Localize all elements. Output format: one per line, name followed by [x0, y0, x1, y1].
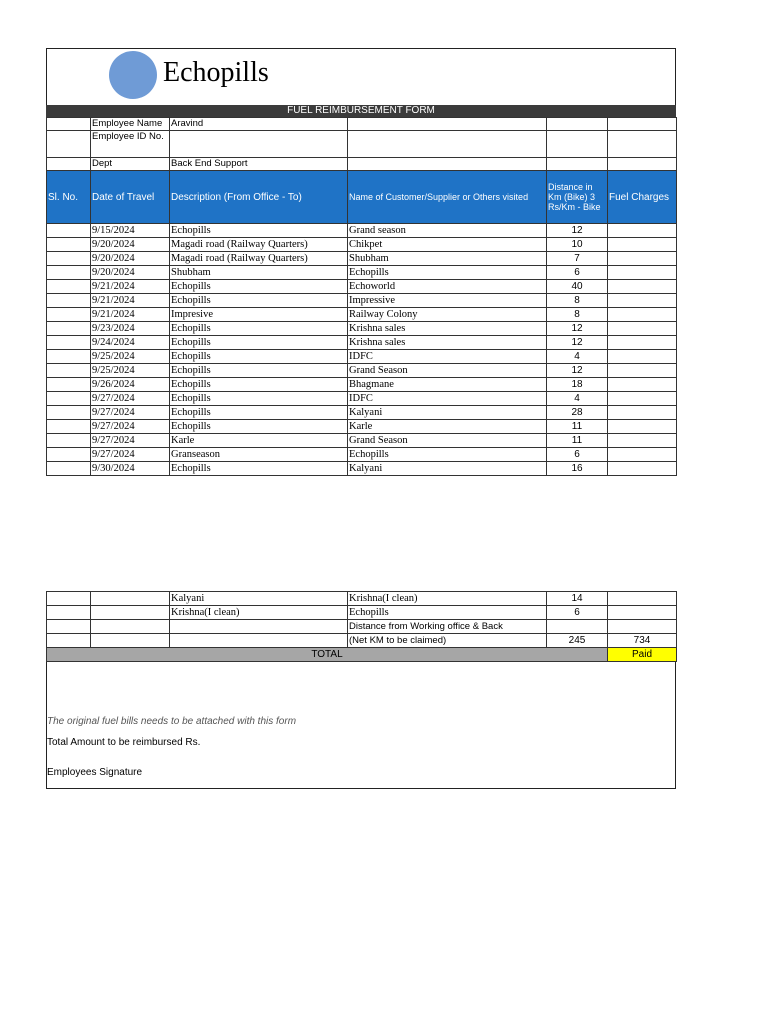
fuel-cell[interactable] — [608, 350, 677, 364]
date-cell[interactable]: 9/20/2024 — [91, 266, 170, 280]
to-cell[interactable]: Karle — [348, 420, 547, 434]
table-row — [47, 266, 677, 280]
table-row — [47, 294, 677, 308]
date-cell[interactable]: 9/20/2024 — [91, 238, 170, 252]
date-cell[interactable]: 9/27/2024 — [91, 420, 170, 434]
lower-table — [46, 591, 677, 662]
distance-cell[interactable] — [547, 620, 608, 634]
table-row — [47, 620, 677, 634]
sl-cell[interactable] — [47, 294, 91, 308]
date-cell[interactable] — [91, 634, 170, 648]
distance-cell[interactable]: 6 — [547, 266, 608, 280]
table-row — [47, 606, 677, 620]
fuel-cell[interactable] — [608, 462, 677, 476]
sl-cell[interactable] — [47, 434, 91, 448]
total-label: TOTAL — [47, 648, 608, 662]
table-row — [47, 406, 677, 420]
employee-id-label: Employee ID No. — [91, 131, 170, 158]
fuel-cell[interactable] — [608, 308, 677, 322]
blank-cell — [47, 118, 91, 131]
date-cell[interactable] — [91, 620, 170, 634]
distance-cell[interactable]: 16 — [547, 462, 608, 476]
to-cell[interactable]: Kalyani — [348, 406, 547, 420]
date-cell[interactable]: 9/24/2024 — [91, 336, 170, 350]
fuel-cell[interactable] — [608, 322, 677, 336]
fuel-cell[interactable]: 734 — [608, 634, 677, 648]
table-row — [47, 634, 677, 648]
date-cell[interactable]: 9/27/2024 — [91, 392, 170, 406]
distance-cell[interactable]: 10 — [547, 238, 608, 252]
employee-name-label: Employee Name — [91, 118, 170, 131]
sl-cell[interactable] — [47, 322, 91, 336]
from-cell[interactable]: Krishna(I clean) — [170, 606, 348, 620]
to-cell[interactable]: IDFC — [348, 392, 547, 406]
distance-cell[interactable]: 6 — [547, 606, 608, 620]
to-cell[interactable]: Echopills — [348, 266, 547, 280]
distance-cell[interactable]: 8 — [547, 308, 608, 322]
from-cell[interactable] — [170, 634, 348, 648]
distance-cell[interactable]: 11 — [547, 420, 608, 434]
sl-cell[interactable] — [47, 350, 91, 364]
company-logo-icon — [109, 51, 157, 99]
sl-cell[interactable] — [47, 448, 91, 462]
from-cell[interactable]: Echopills — [170, 406, 348, 420]
to-cell[interactable]: Kalyani — [348, 462, 547, 476]
date-cell[interactable]: 9/27/2024 — [91, 406, 170, 420]
distance-cell[interactable]: 4 — [547, 392, 608, 406]
distance-cell[interactable]: 7 — [547, 252, 608, 266]
to-cell[interactable]: Echoworld — [348, 280, 547, 294]
distance-cell[interactable]: 40 — [547, 280, 608, 294]
sl-cell[interactable] — [47, 224, 91, 238]
travel-rows — [47, 224, 677, 476]
date-cell[interactable] — [91, 592, 170, 606]
fuel-cell[interactable] — [608, 592, 677, 606]
to-cell[interactable]: Grand Season — [348, 364, 547, 378]
table-row — [47, 378, 677, 392]
to-cell[interactable]: Impressive — [348, 294, 547, 308]
to-cell[interactable]: Krishna sales — [348, 322, 547, 336]
distance-cell[interactable]: 4 — [547, 350, 608, 364]
sl-cell[interactable] — [47, 364, 91, 378]
from-cell[interactable]: Kalyani — [170, 592, 348, 606]
sl-cell[interactable] — [47, 238, 91, 252]
from-cell[interactable]: Echopills — [170, 364, 348, 378]
date-cell[interactable] — [91, 606, 170, 620]
table-row — [47, 434, 677, 448]
sl-cell[interactable] — [47, 308, 91, 322]
sl-cell[interactable] — [47, 620, 91, 634]
signature-label: Employees Signature — [47, 767, 143, 778]
col-distance-header: Distance in Km (Bike) 3 Rs/Km - Bike — [547, 171, 608, 224]
fuel-cell[interactable] — [608, 420, 677, 434]
sl-cell[interactable] — [47, 252, 91, 266]
sl-cell[interactable] — [47, 378, 91, 392]
lower-section — [46, 591, 677, 662]
table-row — [47, 592, 677, 606]
table-row — [47, 350, 677, 364]
table-row — [47, 364, 677, 378]
table-row — [47, 462, 677, 476]
distance-cell[interactable]: 11 — [547, 434, 608, 448]
to-cell[interactable]: Grand Season — [348, 434, 547, 448]
fuel-cell[interactable] — [608, 620, 677, 634]
distance-cell[interactable]: 12 — [547, 364, 608, 378]
table-row — [47, 420, 677, 434]
fuel-cell[interactable] — [608, 252, 677, 266]
from-cell[interactable]: Echopills — [170, 420, 348, 434]
date-cell[interactable]: 9/21/2024 — [91, 294, 170, 308]
distance-cell[interactable]: 12 — [547, 224, 608, 238]
table-row — [47, 280, 677, 294]
distance-cell[interactable]: 12 — [547, 322, 608, 336]
distance-cell[interactable]: 245 — [547, 634, 608, 648]
table-row — [47, 336, 677, 350]
from-cell[interactable]: Granseason — [170, 448, 348, 462]
total-amount-label: Total Amount to be reimbursed Rs. — [47, 737, 201, 748]
table-row — [47, 392, 677, 406]
table-row — [47, 322, 677, 336]
to-cell[interactable]: Chikpet — [348, 238, 547, 252]
from-cell[interactable]: Echopills — [170, 350, 348, 364]
fuel-cell[interactable] — [608, 392, 677, 406]
fuel-cell[interactable] — [608, 378, 677, 392]
from-cell[interactable] — [170, 620, 348, 634]
employee-name-value[interactable]: Aravind — [170, 118, 348, 131]
sl-cell[interactable] — [47, 462, 91, 476]
company-name: Echopills — [163, 57, 269, 88]
from-cell[interactable]: Magadi road (Railway Quarters) — [170, 238, 348, 252]
form-title: FUEL REIMBURSEMENT FORM — [46, 105, 676, 117]
attachment-note: The original fuel bills needs to be attached with this form — [47, 716, 297, 727]
to-cell[interactable]: Echopills — [348, 606, 547, 620]
date-cell[interactable]: 9/20/2024 — [91, 252, 170, 266]
distance-cell[interactable]: 8 — [547, 294, 608, 308]
fuel-cell[interactable] — [608, 364, 677, 378]
distance-cell[interactable]: 12 — [547, 336, 608, 350]
to-cell[interactable]: Railway Colony — [348, 308, 547, 322]
fuel-cell[interactable] — [608, 224, 677, 238]
distance-cell[interactable]: 14 — [547, 592, 608, 606]
sl-cell[interactable] — [47, 406, 91, 420]
from-cell[interactable]: Shubham — [170, 266, 348, 280]
table-row — [47, 224, 677, 238]
col-date-header: Date of Travel — [91, 171, 170, 224]
dept-value[interactable]: Back End Support — [170, 158, 348, 171]
date-cell[interactable]: 9/25/2024 — [91, 350, 170, 364]
from-cell[interactable]: Echopills — [170, 322, 348, 336]
date-cell[interactable]: 9/30/2024 — [91, 462, 170, 476]
from-cell[interactable]: Echopills — [170, 294, 348, 308]
from-cell[interactable]: Echopills — [170, 280, 348, 294]
to-cell[interactable]: Grand season — [348, 224, 547, 238]
table-row — [47, 238, 677, 252]
distance-cell[interactable]: 28 — [547, 406, 608, 420]
sl-cell[interactable] — [47, 392, 91, 406]
sl-cell[interactable] — [47, 266, 91, 280]
form-sheet — [46, 48, 676, 476]
fuel-cell[interactable] — [608, 406, 677, 420]
from-cell[interactable]: Impresive — [170, 308, 348, 322]
distance-cell[interactable]: 18 — [547, 378, 608, 392]
date-cell[interactable]: 9/25/2024 — [91, 364, 170, 378]
date-cell[interactable]: 9/15/2024 — [91, 224, 170, 238]
table-row — [47, 252, 677, 266]
from-cell[interactable]: Echopills — [170, 336, 348, 350]
from-cell[interactable]: Karle — [170, 434, 348, 448]
distance-cell[interactable]: 6 — [547, 448, 608, 462]
paid-status-badge: Paid — [608, 648, 677, 662]
to-cell[interactable]: Shubham — [348, 252, 547, 266]
to-cell[interactable]: IDFC — [348, 350, 547, 364]
fuel-cell[interactable] — [608, 434, 677, 448]
date-cell[interactable]: 9/23/2024 — [91, 322, 170, 336]
sl-cell[interactable] — [47, 592, 91, 606]
fuel-cell[interactable] — [608, 280, 677, 294]
date-cell[interactable]: 9/26/2024 — [91, 378, 170, 392]
table-row — [47, 448, 677, 462]
to-cell[interactable]: (Net KM to be claimed) — [348, 634, 547, 648]
from-cell[interactable]: Echopills — [170, 224, 348, 238]
fuel-cell[interactable] — [608, 238, 677, 252]
date-cell[interactable]: 9/27/2024 — [91, 448, 170, 462]
col-sl-header: Sl. No. — [47, 171, 91, 224]
fuel-cell[interactable] — [608, 606, 677, 620]
to-cell[interactable]: Echopills — [348, 448, 547, 462]
col-fuel-header: Fuel Charges — [608, 171, 677, 224]
from-cell[interactable]: Echopills — [170, 462, 348, 476]
fuel-cell[interactable] — [608, 266, 677, 280]
col-customer-header: Name of Customer/Supplier or Others visited — [348, 171, 547, 224]
sl-cell[interactable] — [47, 336, 91, 350]
sl-cell[interactable] — [47, 606, 91, 620]
sl-cell[interactable] — [47, 280, 91, 294]
fuel-cell[interactable] — [608, 448, 677, 462]
fuel-cell[interactable] — [608, 336, 677, 350]
date-cell[interactable]: 9/21/2024 — [91, 280, 170, 294]
employee-id-value[interactable] — [170, 131, 348, 158]
sl-cell[interactable] — [47, 634, 91, 648]
header — [46, 48, 676, 105]
form-footer — [46, 662, 676, 789]
from-cell[interactable]: Magadi road (Railway Quarters) — [170, 252, 348, 266]
main-table — [46, 117, 677, 476]
to-cell[interactable]: Distance from Working office & Back — [348, 620, 547, 634]
to-cell[interactable]: Krishna(I clean) — [348, 592, 547, 606]
to-cell[interactable]: Krishna sales — [348, 336, 547, 350]
from-cell[interactable]: Echopills — [170, 378, 348, 392]
sl-cell[interactable] — [47, 420, 91, 434]
to-cell[interactable]: Bhagmane — [348, 378, 547, 392]
from-cell[interactable]: Echopills — [170, 392, 348, 406]
fuel-cell[interactable] — [608, 294, 677, 308]
dept-label: Dept — [91, 158, 170, 171]
date-cell[interactable]: 9/21/2024 — [91, 308, 170, 322]
table-row — [47, 308, 677, 322]
col-desc-header: Description (From Office - To) — [170, 171, 348, 224]
date-cell[interactable]: 9/27/2024 — [91, 434, 170, 448]
